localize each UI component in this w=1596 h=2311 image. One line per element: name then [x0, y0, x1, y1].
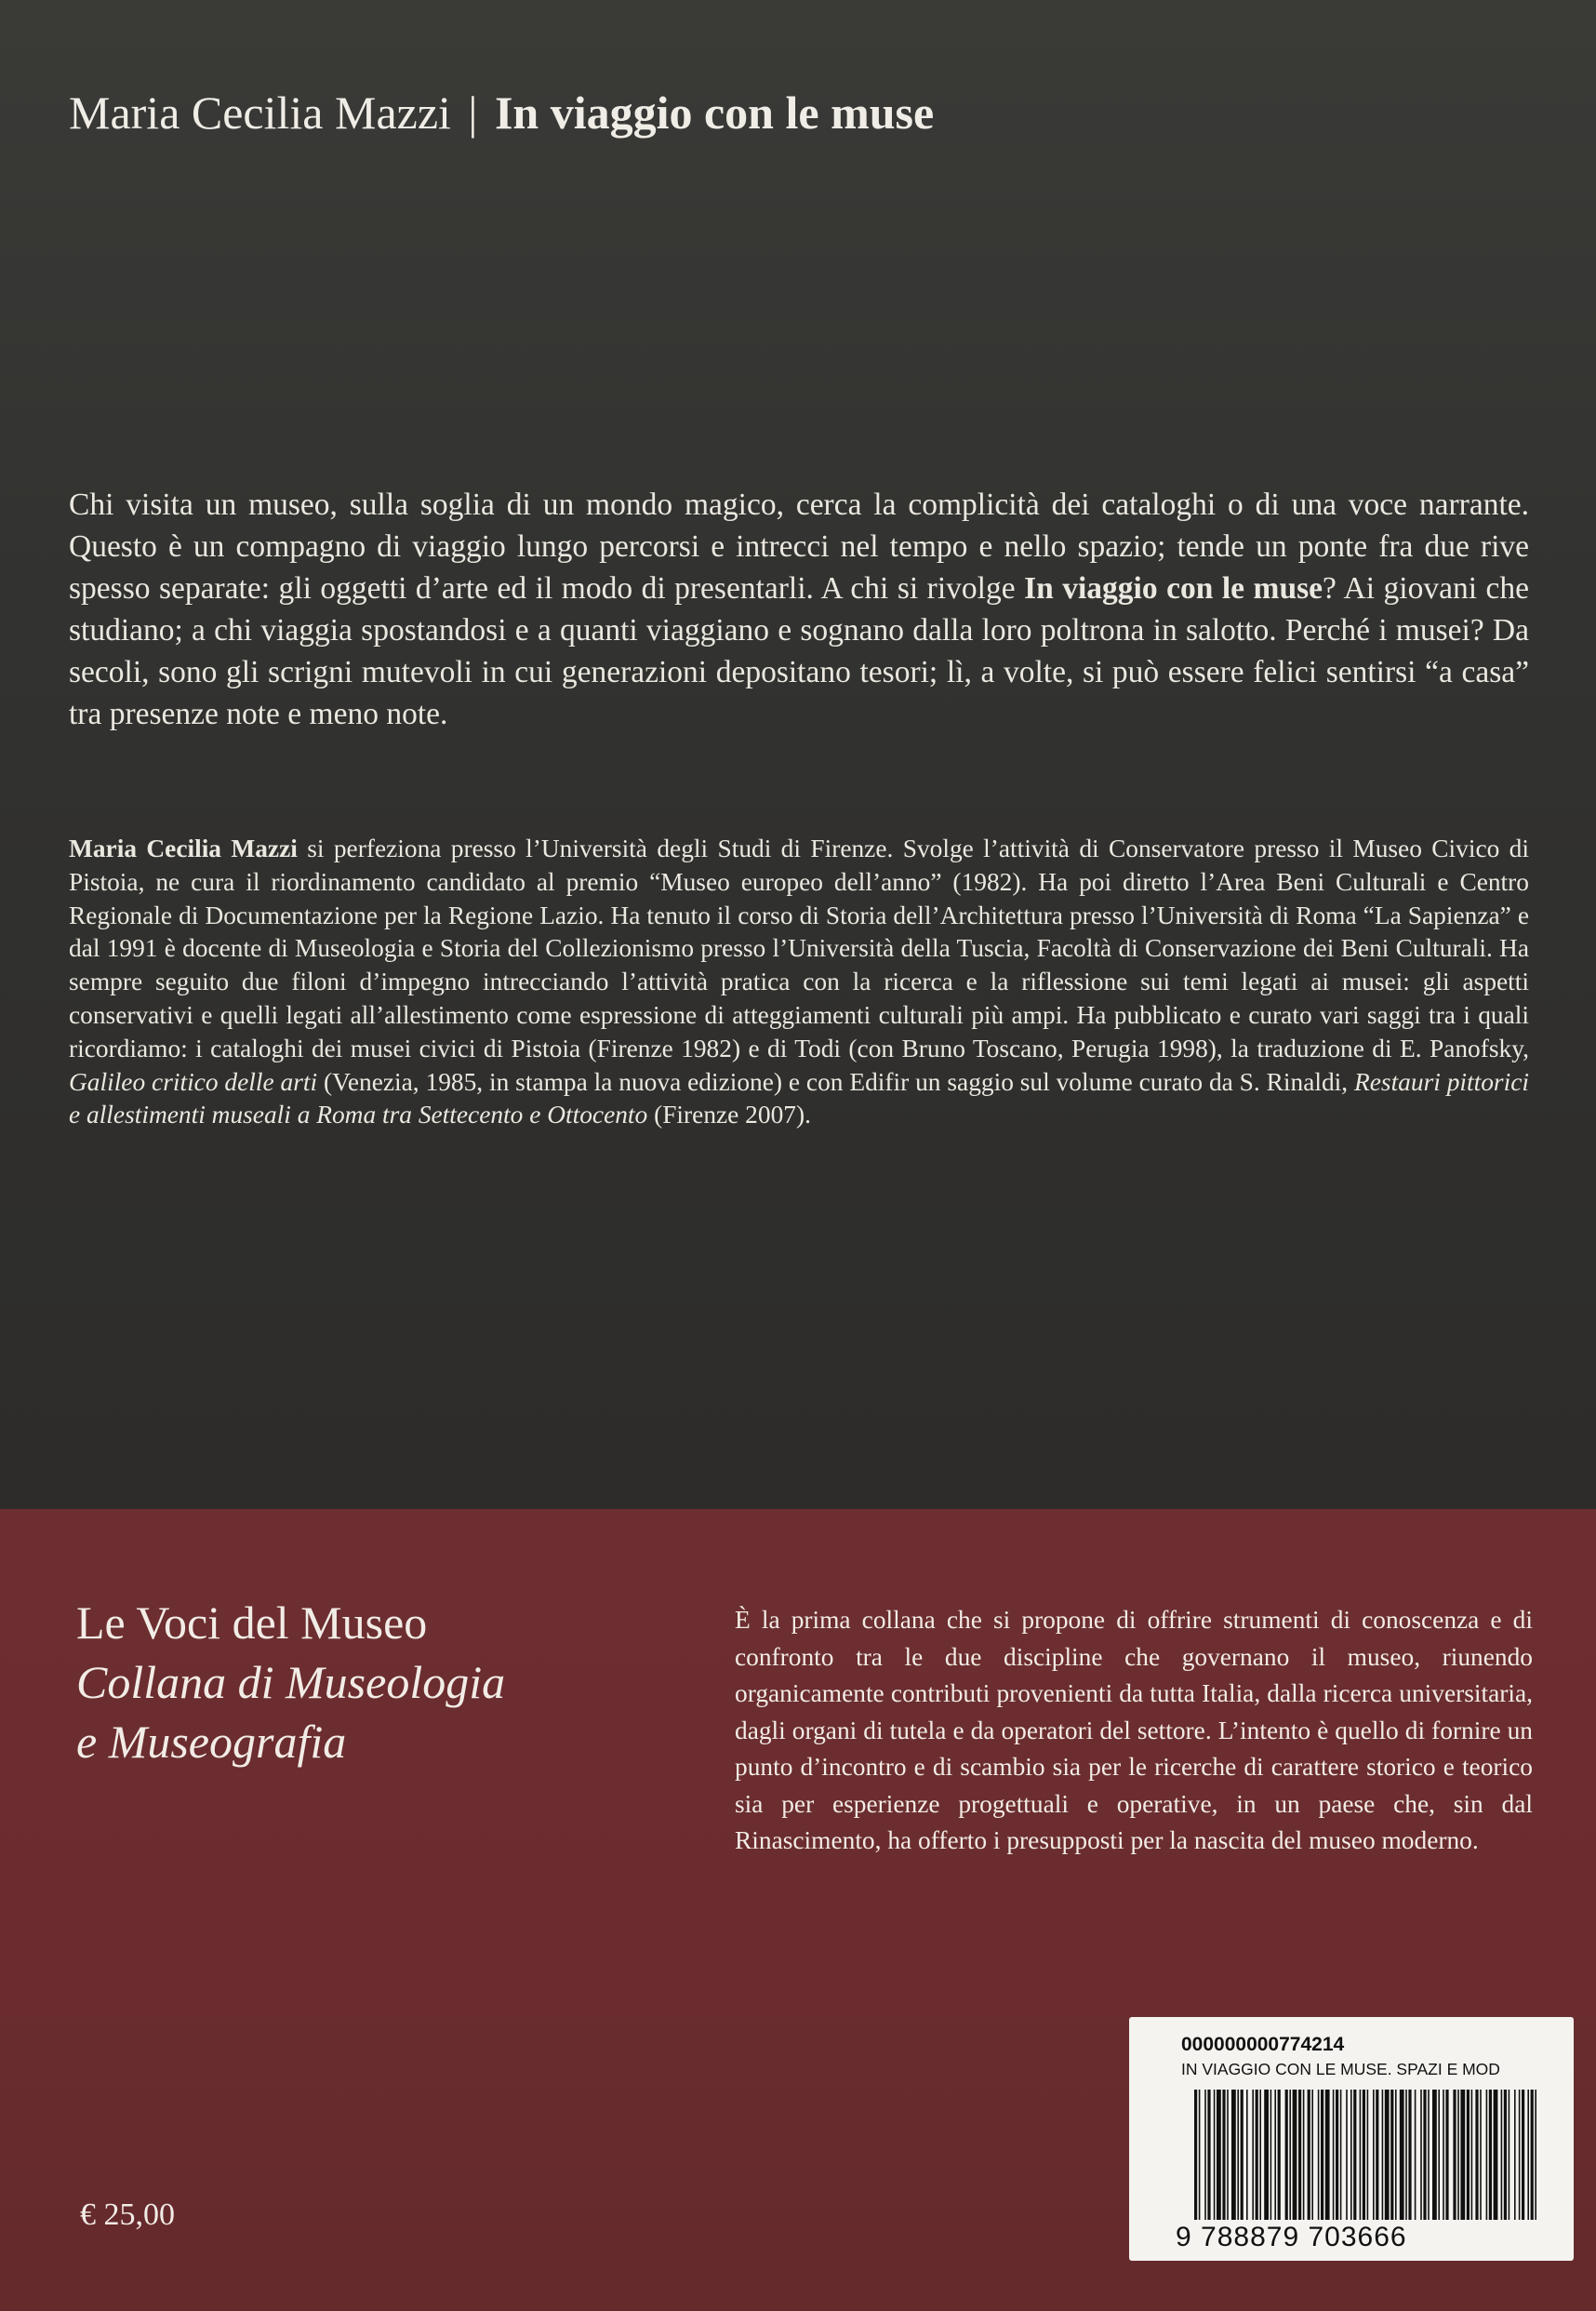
price: € 25,00	[80, 2197, 175, 2232]
sticker-title: IN VIAGGIO CON LE MUSE. SPAZI E MOD	[1181, 2060, 1500, 2078]
barcode-icon	[1194, 2090, 1538, 2220]
book-title: In viaggio con le muse	[494, 87, 935, 139]
series-name: Le Voci del Museo	[76, 1596, 428, 1649]
bio-text-3: (Firenze 2007).	[647, 1101, 811, 1129]
barcode-sticker	[1129, 2017, 1574, 2261]
isbn-number: 9 788879 703666	[1176, 2222, 1407, 2252]
header	[69, 86, 934, 140]
intro-title: In viaggio con le muse	[1024, 571, 1323, 606]
author-bio	[69, 833, 1529, 1132]
series-subtitle-1: Collana di Museologia	[76, 1656, 506, 1708]
sticker-code: 000000000774214	[1181, 2034, 1345, 2055]
bio-text-2: (Venezia, 1985, in stampa la nuova edizione) e con Edifir un saggio sul volume curato da S. Rinaldi,	[317, 1067, 1355, 1096]
bio-italic-1: Galileo critico delle arti	[69, 1067, 318, 1096]
bio-name: Maria Cecilia Mazzi	[69, 835, 298, 862]
series-subtitle-2: e Museografia	[76, 1716, 347, 1768]
intro-paragraph	[69, 484, 1529, 735]
intro-text-1: Chi visita un museo, sulla soglia di un mondo magico, cerca la complicità dei cataloghi o di una voce narrante. Questo è un compagno di viaggio lungo percorsi e intrecci nel tempo e nello spazio; tende un ponte fra due rive spesso separate: gli oggetti d’arte ed il modo di presentarli. A chi si rivolge	[69, 488, 1529, 606]
intro-text-2: ? Ai giovani che studiano; a chi viaggia spostandosi e a quanti viaggiano e sognano dalla loro poltrona in salotto. Perché i musei? Da secoli, sono gli scrigni mutevoli in cui generazioni depositano tesori; lì, a volte, si può essere felici sentirsi “a casa” tra presenze note e meno note.	[69, 571, 1530, 731]
bio-italic-2: Restauri pittorici e allestimenti museali a Roma tra Settecento e Ottocento	[69, 1067, 1529, 1129]
series-title	[76, 1593, 505, 1771]
bio-text-1: si perfeziona presso l’Università degli Studi di Firenze. Svolge l’attività di Conservatore presso il Museo Civico di Pistoia, ne cura il riordinamento candidato al premio “Museo europeo dell’anno” (1982). Ha poi diretto l’Area Beni Culturali e Centro Regionale di Documentazione per la Regione Lazio. Ha tenuto il corso di Storia dell’Architettura presso l’Università di Roma “La Sapienza” e dal 1991 è docente di Museologia e Storia del Collezionismo presso l’Università della Tuscia, Facoltà di Conservazione dei Beni Culturali. Ha sempre seguito due filoni d’impegno intrecciando l’attività pratica con la ricerca e la riflessione sui temi legati ai musei: gli aspetti conservativi e quelli legati all’allestimento come espressione di atteggiamenti culturali più ampi. Ha pubblicato e curato vari saggi tra i quali ricordiamo: i cataloghi dei musei civici di Pistoia (Firenze 1982) e di Todi (con Bruno Toscano, Perugia 1998), la traduzione di E. Panofsky,	[69, 835, 1529, 1062]
header-separator: |	[468, 87, 478, 139]
series-description: È la prima collana che si propone di offrire strumenti di conoscenza e di confronto tra le due discipline che governano il museo, riunendo organicamente contributi provenienti da tutta Italia, dalla ricerca universitaria, dagli organi di tutela e da operatori del settore. L’intento è quello di fornire un punto d’incontro e di scambio sia per le ricerche di carattere storico e teorico sia per esperienze progettuali e operative, in un paese che, sin dal Rinascimento, ha offerto i presupposti per la nascita del museo moderno.	[735, 1606, 1533, 1854]
author-name: Maria Cecilia Mazzi	[69, 87, 451, 139]
